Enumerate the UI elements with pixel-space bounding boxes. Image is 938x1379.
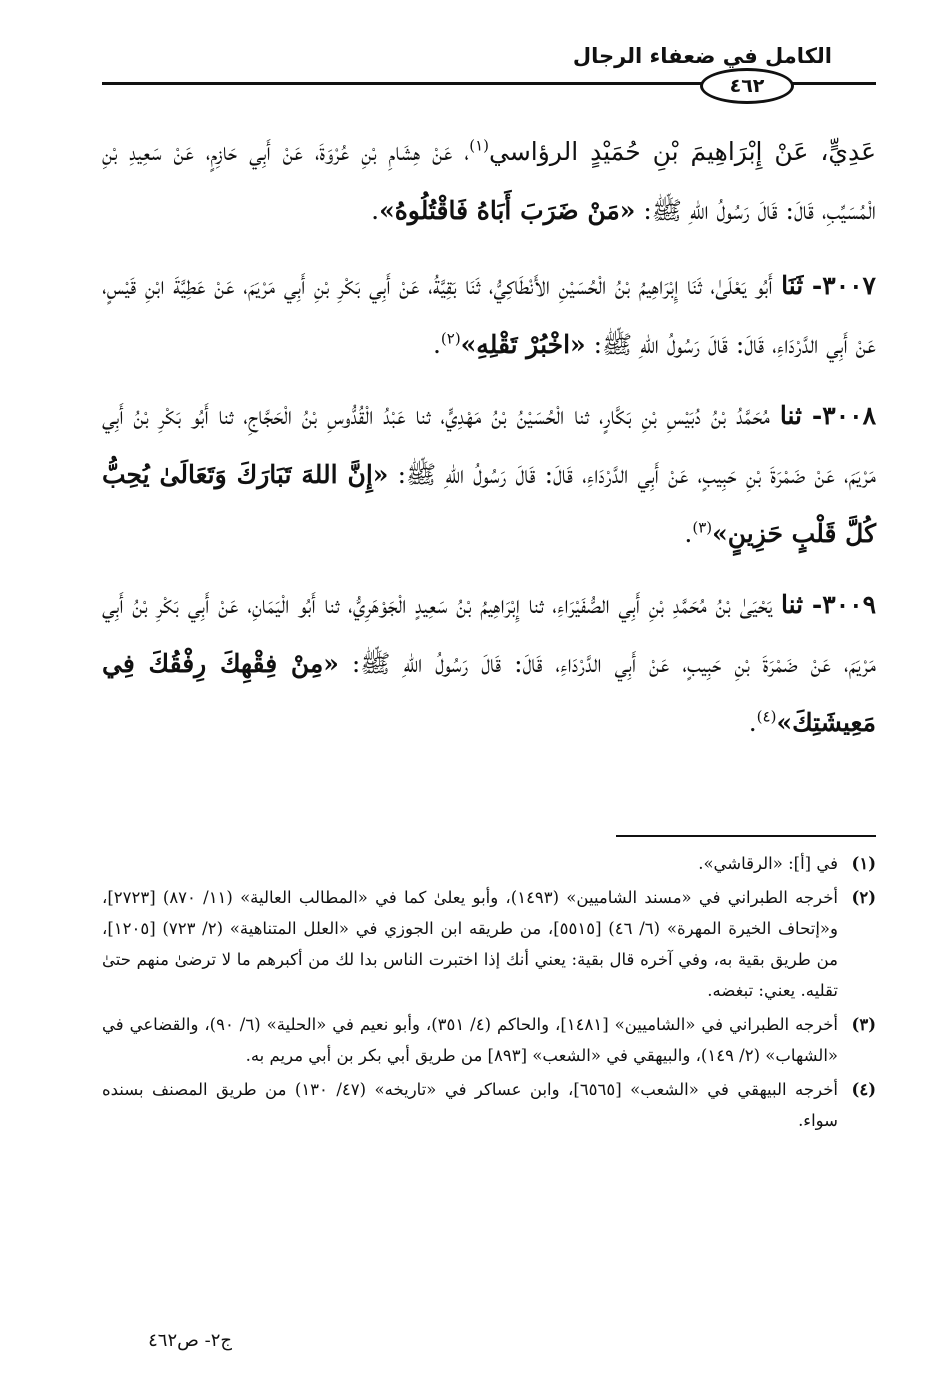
hadith-paragraph [102, 575, 876, 752]
hadith-number: ٣٠٠٩- [811, 590, 877, 619]
running-title: الكامل في ضعفاء الرجال [572, 44, 832, 68]
footnote-text: أخرجه البيهقي في «الشعب» [٦٥٦٥]، وابن عساكر في «تاريخه» (٤٧/ ١٣٠) من طريق المصنف بسنده سواء. [102, 1080, 838, 1130]
footnote-text: أخرجه الطبراني في «الشاميين» [١٤٨١]، والحاكم (٤/ ٣٥١)، وأبو نعيم في «الحلية» (٦/ ٩٠)، والقضاعي في «الشهاب» (٢/ ١٤٩)، والبيهقي في «الشعب» [٨٩٣] من طريق أبي بكر بن أبي مريم به. [102, 1015, 838, 1065]
footnote [102, 1009, 876, 1071]
hadith-matn: «إِنَّ اللهَ تَبَارَكَ وَتَعَالَىٰ يُحِبُّ كُلَّ قَلْبٍ حَزِينٍ» [102, 460, 876, 548]
footnote-ref[interactable]: (٤) [756, 707, 777, 726]
hadith-number: ٣٠٠٧- [811, 271, 876, 300]
continuation-isnad-rest: ، عَنْ هِشَامِ بْنِ عُرْوَةَ، عَنْ أَبِي حَازِمٍ، عَنْ سَعِيدِ بْنِ الْمُسَيِّبِ، قَالَ: قَالَ رَسُولُ اللهِ ﷺ: [102, 137, 876, 225]
hadith-matn: «مَنْ ضَرَبَ أَبَاهُ فَاقْتُلُوهُ» [379, 196, 636, 225]
isnad-lead: ثنا [779, 401, 802, 430]
footnote-number: (٤) [851, 1080, 876, 1099]
isnad-lead: ثنا [780, 590, 804, 619]
footnote [102, 882, 876, 1006]
footnote-ref[interactable]: (١) [469, 136, 489, 155]
hadith-number: ٣٠٠٨- [811, 401, 876, 430]
paragraph-end: . [432, 330, 441, 359]
footnote-number: (٣) [851, 1015, 876, 1034]
footnote-ref[interactable]: (٣) [692, 518, 713, 537]
continuation-isnad: عَدِيٍّ، عَنْ إِبْرَاهِيمَ بْنِ حُمَيْدٍ الرؤاسي [488, 137, 876, 166]
hadith-isnad: مُحَمَّدُ بْنُ دُبَيْسِ بْنِ بَكَّارٍ، ثنا الْحُسَيْنُ بْنُ مَهْدِيٍّ، ثنا عَبْدُ الْقُدُّوسِ بْنُ الْحَجَّاجِ، ثنا أَبُو بَكْرِ بْنُ أَبِي مَرْيَمَ، عَنْ ضَمْرَةَ بْنِ حَبِيبٍ، عَنْ أَبِي الدَّرْدَاءِ، قَالَ: قَالَ رَسُولُ اللهِ ﷺ: [102, 401, 876, 489]
footnote-number: (١) [851, 854, 876, 873]
main-text [102, 122, 876, 764]
hadith-matn: «اخْبُرْ تَقْلِهِ» [460, 330, 586, 359]
hadith-isnad: يَحْيَىٰ بْنُ مُحَمَّدِ بْنِ أَبِي الصُّفَيْرَاءِ، ثنا إِبْرَاهِيمُ بْنُ سَعِيدٍ الْجَوْهَرِيُّ، ثنا أَبُو الْيَمَانِ، عَنْ أَبِي بَكْرِ بْنُ أَبِي مَرْيَمَ، عَنْ ضَمْرَةَ بْنِ حَبِيبٍ، عَنْ أَبِي الدَّرْدَاءِ، قَالَ: قَالَ رَسُولُ اللهِ ﷺ: [102, 590, 876, 678]
footnote-text: أخرجه الطبراني في «مسند الشاميين» (١٤٩٣)، وأبو يعلىٰ كما في «المطالب العالية» (١١/ ٨٧٠) [٢٧٢٣]، و«إتحاف الخيرة المهرة» (٦/ ٤٦) [٥٥١٥]، من طريقه ابن الجوزي في «العلل المتناهية» (٢/ ٧٢٣) [١٢٠٥]، من طريق بقية به، وفي آخره قال بقية: يعني أنك إذا اختبرت الناس بدا لك من أكبرهم ما لا ترضىٰ منهم حتىٰ تقليه. يعني: تبغضه. [102, 888, 838, 1000]
footnote-text: في [أ]: «الرقاشي». [698, 854, 838, 873]
footnotes [102, 848, 876, 1139]
footnote [102, 848, 876, 879]
folio: ج٢- ص٤٦٢ [148, 1330, 232, 1351]
hadith-paragraph [102, 256, 876, 374]
footnote-ref[interactable]: (٢) [440, 329, 461, 348]
paragraph-end: . [371, 196, 380, 225]
paragraph-end: . [684, 519, 693, 548]
page-number: ٤٦٢ [700, 68, 794, 104]
hadith-paragraph [102, 386, 876, 563]
footnote-number: (٢) [851, 888, 876, 907]
footnote-separator [616, 835, 876, 837]
continuation-paragraph [102, 122, 876, 240]
paragraph-end: . [748, 708, 757, 737]
hadith-isnad: أَبُو يَعْلَىٰ، ثَنَا إِبْرَاهِيمُ بْنُ الْحُسَيْنِ الأَنْطَاكِيُّ، ثَنَا بَقِيَّةُ، عَنْ أَبِي بَكْرِ بْنِ أَبِي مَرْيَمَ، عَنْ عَطِيَّةَ ابْنِ قَيْسٍ، عَنْ أَبِي الدَّرْدَاءِ، قَالَ: قَالَ رَسُولُ اللهِ ﷺ: [102, 271, 876, 359]
hadith-matn: «مِنْ فِقْهِكَ رِفْقُكَ فِي مَعِيشَتِكَ» [102, 649, 876, 737]
isnad-lead: ثَنَا [781, 271, 804, 300]
footnote [102, 1074, 876, 1136]
